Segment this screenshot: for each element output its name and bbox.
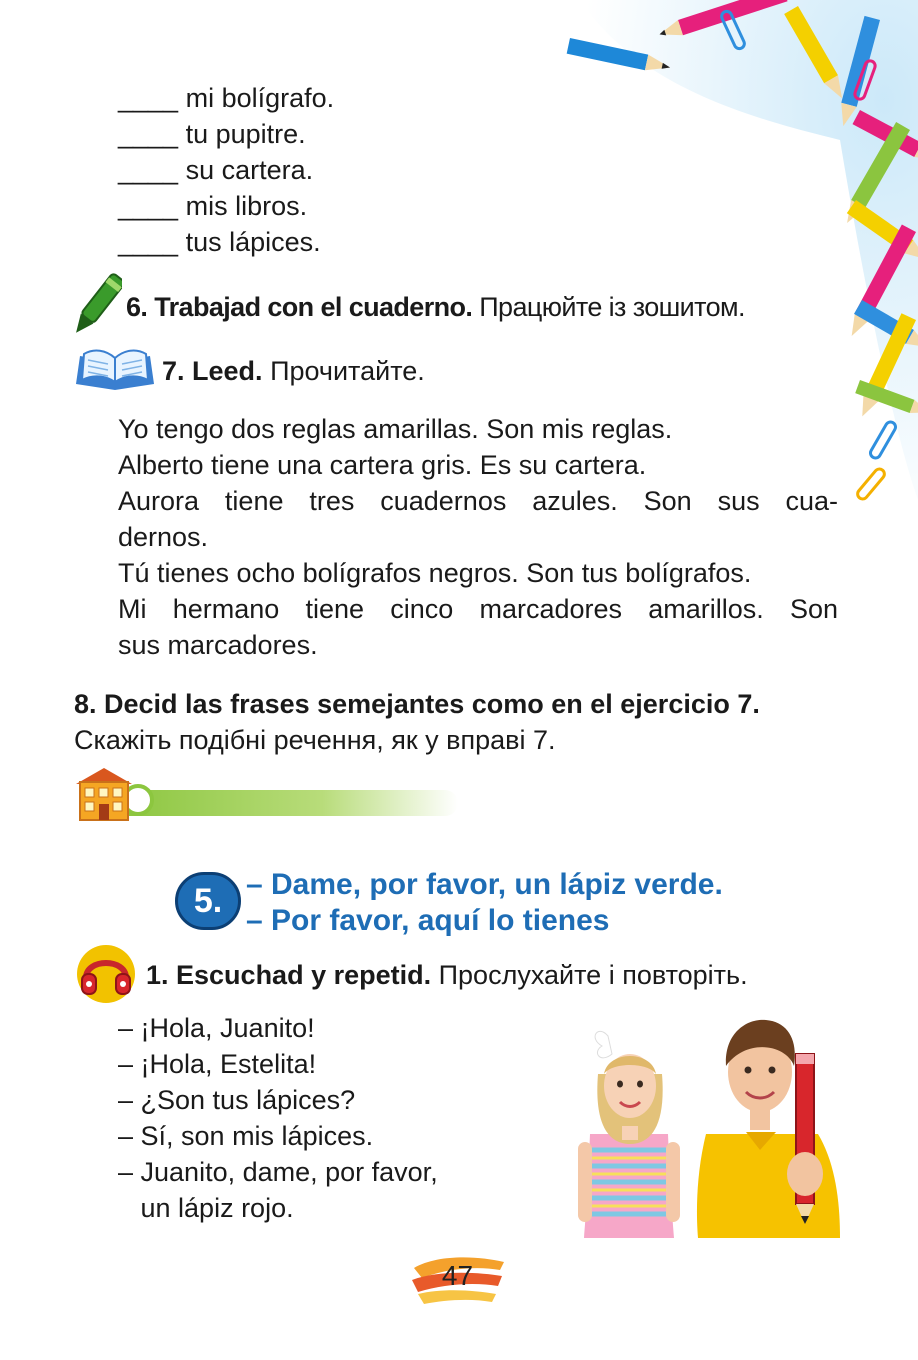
lesson-number-badge: 5. bbox=[175, 872, 241, 930]
lesson-exercise-1-translation: Прослухайте і повторіть. bbox=[438, 960, 748, 990]
dialog bbox=[118, 1010, 438, 1226]
reading-line: Alberto tiene una cartera gris. Es su cartera. bbox=[118, 450, 647, 480]
dialog-line: un lápiz rojo. bbox=[118, 1193, 294, 1223]
list-item: ____ su cartera. bbox=[118, 155, 314, 185]
dialog-line: – ¿Son tus lápices? bbox=[118, 1085, 356, 1115]
lesson-title bbox=[246, 867, 723, 939]
reading-line: Yo tengo dos reglas amarillas. Son mis reglas. bbox=[118, 414, 673, 444]
reading-line: dernos. bbox=[118, 522, 209, 552]
page-number: 47 bbox=[441, 1260, 474, 1291]
list-item: ____ tu pupitre. bbox=[118, 119, 306, 149]
exercise-7-title: 7. Leed. bbox=[162, 356, 263, 386]
exercise-8-title: 8. Decid las frases semejantes como en el ejercicio 7. bbox=[74, 689, 760, 719]
exercise-6 bbox=[126, 289, 745, 325]
reading-line: Mi hermano tiene cinco marcadores amarillos. Son bbox=[118, 594, 838, 624]
children-illustration bbox=[578, 1014, 840, 1238]
lesson-title-line: – Por favor, aquí lo tienes bbox=[246, 904, 610, 937]
girl-figure bbox=[578, 1031, 680, 1238]
house-icon bbox=[74, 766, 154, 822]
reading-line: Aurora tiene tres cuadernos azules. Son sus cua- bbox=[118, 486, 838, 516]
exercise-6-title: 6. Trabajad con el cuaderno. bbox=[126, 292, 473, 322]
headphones-icon bbox=[74, 944, 138, 1004]
boy-figure bbox=[697, 1020, 840, 1238]
exercise-7-translation: Прочитайте. bbox=[270, 356, 425, 386]
open-book-icon bbox=[72, 344, 158, 394]
dialog-line: – Sí, son mis lápices. bbox=[118, 1121, 374, 1151]
fill-blank-list bbox=[118, 80, 334, 260]
exercise-6-translation: Працюйте із зошитом. bbox=[479, 292, 745, 322]
dialog-line: – ¡Hola, Estelita! bbox=[118, 1049, 317, 1079]
lesson-title-line: – Dame, por favor, un lápiz verde. bbox=[246, 868, 723, 901]
list-item: ____ mi bolígrafo. bbox=[118, 83, 335, 113]
exercise-8-translation: Скажіть подібні речення, як у вправі 7. bbox=[74, 725, 556, 755]
list-item: ____ mis libros. bbox=[118, 191, 308, 221]
reading-line: Tú tienes ocho bolígrafos negros. Son tus bolígrafos. bbox=[118, 558, 752, 588]
list-item: ____ tus lápices. bbox=[118, 227, 321, 257]
lesson-exercise-1-title: 1. Escuchad y repetid. bbox=[146, 960, 432, 990]
reading-text bbox=[118, 411, 838, 663]
dialog-line: – ¡Hola, Juanito! bbox=[118, 1013, 315, 1043]
lesson-exercise-1 bbox=[146, 957, 748, 993]
reading-line: sus marcadores. bbox=[118, 630, 318, 660]
exercise-7 bbox=[162, 353, 425, 389]
green-band bbox=[118, 790, 458, 816]
green-pen-icon bbox=[72, 270, 122, 342]
dialog-line: – Juanito, dame, por favor, bbox=[118, 1157, 438, 1187]
